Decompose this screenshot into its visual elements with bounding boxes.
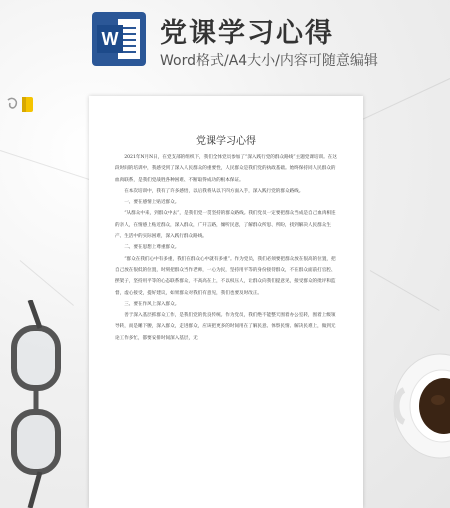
page-subtitle: Word格式/A4大小/内容可随意编辑 (160, 53, 378, 69)
page-title: 党课学习心得 (160, 18, 334, 49)
document-title: 党课学习心得 (196, 136, 256, 147)
document-heading: 二、要在思想上尊重群众。 (124, 245, 180, 251)
marble-vein (360, 78, 450, 121)
document-paragraph: “从群众中来，到群众中去”，是我们党一贯坚持的群众路线。我们党员一定要把群众当成是自己血肉相连的亲人，在情感上贴近群众，深入群众，广开言路，倾听民意，了解群众所思、所盼，找到解决人民群众生产、生活中的实际困难，深入践行群众路线。 (115, 211, 336, 240)
word-doc-icon (92, 12, 146, 66)
document-heading: 一、要在感情上贴近群众。 (124, 200, 180, 206)
coffee-cup-icon (392, 352, 450, 460)
word-logo-letter: W (97, 25, 123, 53)
document-paragraph: 善于深入基层抓群众工作，是我们党的优良传统。作为党员，我们绝不能整天围着办公室转，围着上级领导转，而是睡下腰，深入群众，走进群众，应该把更多的时间用在了解民意、体察民情、解决民难上，做到无论工作多忙，都要安排时间深入基层，无 (115, 313, 336, 341)
binder-clip-icon (6, 94, 36, 116)
document-paragraph: 在本次培训中，我有了许多感悟，以后我将从以下四方面入手，深入践行党的群众路线。 (124, 188, 304, 194)
document-paragraph: 2021年N月N日，在党支部的组织下，我们全体党员参加了“深入践行党的群众路线”主题党课培训。在这段时间的培训中，我感受到了深入人民群众的重要性，人民群众是我们党的执政基础。始终保持同人民群众的血肉联系，是我们党战胜各种困难、不断取得成功的根本保证。 (115, 155, 337, 183)
eyeglasses-icon (0, 300, 74, 508)
marble-vein (20, 260, 74, 306)
document-heading: 三、要在作风上深入群众。 (124, 301, 180, 307)
document-paragraph: “群众在我们心中有多重，我们在群众心中就有多重”。作为党员，我们必须要把群众放在很高的位置，把自己放在很低的位置，时刻把群众当作老师，一心为民，坚持用平等的身份接待群众，不在群众面前打官腔、摆架子，坚持用平等的心态联系群众，不高高在上，不以权压人，让群众向我们提意见，接受群众的批评和监督，虚心接受，提好建议，如果群众对我们有意见，我们也要及时改正。 (115, 256, 336, 296)
document-body (115, 152, 338, 344)
document-page (89, 96, 363, 508)
header-banner (0, 0, 450, 76)
marble-vein (370, 270, 440, 311)
